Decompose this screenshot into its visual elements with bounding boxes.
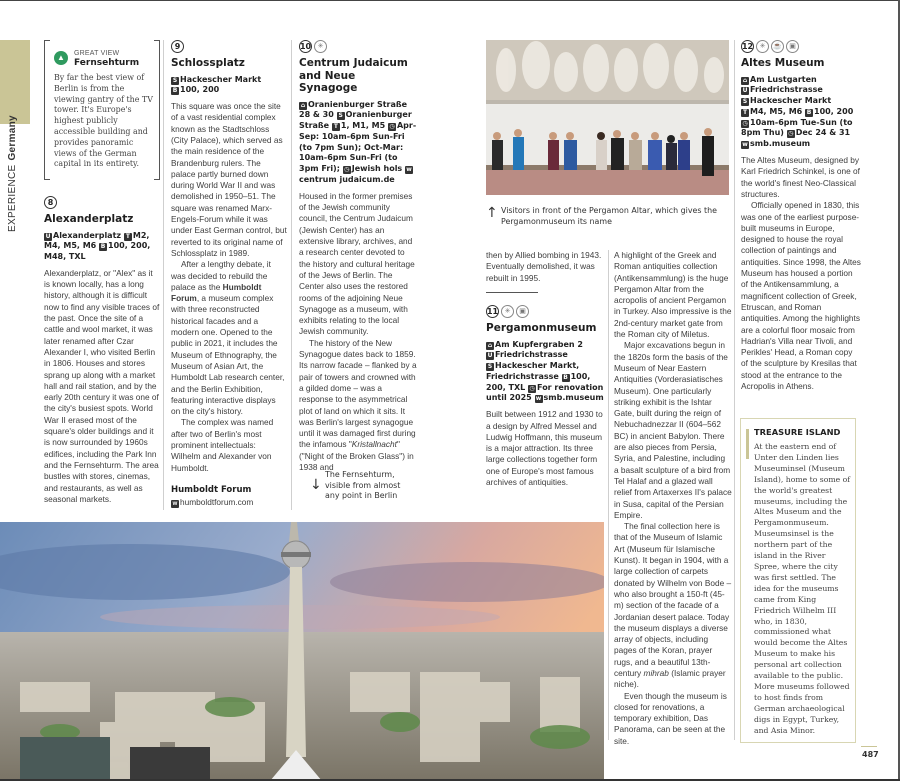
- entry-number: 8: [44, 196, 57, 209]
- entry-paragraph: then by Allied bombing in 1943. Eventually demolished, it was rebuilt in 1995.: [486, 250, 602, 283]
- entry-paragraph: The complex was named after two of Berlin's most prominent intellectuals: Wilhelm and Alexander von Humboldt.: [171, 417, 274, 473]
- entry-centrum-judaicum: [299, 40, 417, 473]
- bus-icon: B: [172, 87, 178, 95]
- address-icon: ⌂: [300, 101, 306, 109]
- paragraph-text: ("Night of the Broken Glass") in 1938 and: [299, 450, 414, 472]
- info-closed: Jewish hols: [351, 164, 403, 174]
- info-station: Alexanderplatz: [53, 230, 122, 240]
- caption-text: The Fernsehturm, visible from almost any point in Berlin: [325, 470, 401, 500]
- entry-paragraph: The Altes Museum, designed by Karl Friedrich Schinkel, is one of the world's finest Neo-Classical structures.: [741, 155, 860, 199]
- sbahn-icon: S: [742, 98, 748, 106]
- caption-text: Visitors in front of the Pergamon Altar, which gives the Pergamonmuseum its name: [501, 206, 717, 226]
- entry-paragraph: This square was once the site of a vast residential complex known as the Stadtschloss (City Palace), which served as the main residence of the Brandenburg rulers. The palace partly burned down during World War II and was demolished in 1950–51. The square was renamed Marx-Engels-Forum while it was under East German control, but reverted to its original name of Schlossplatz in 1989.: [171, 101, 287, 258]
- entry-number: 12: [741, 40, 754, 53]
- info-sbahn: Hackescher Markt, Friedrichstrasse: [486, 361, 580, 381]
- entry-alexanderplatz: [44, 196, 160, 505]
- info-bus: 100, 200, TXL: [486, 371, 591, 392]
- section-label: EXPERIENCE: [7, 164, 18, 232]
- entry-paragraph: Housed in the former premises of the Jewish community council, the Centrum Judaicum (Jewish Center) has an extensive library, archives, and a research center devoted to the history and cultural heritage of the Jews of Berlin. The Center also uses the restored rooms of the adjoining Neue Synagoge as a museum, with exhibits relating to the local Jewish community.: [299, 190, 415, 337]
- address-icon: ⌂: [487, 341, 493, 349]
- column-divider: [291, 40, 292, 510]
- country-label: Germany: [7, 115, 18, 161]
- website-row: [171, 497, 287, 508]
- centrum-judaicum-continued: [486, 250, 604, 284]
- entry-title: Schlossplatz: [171, 57, 245, 69]
- info-bus: 100, 200, M48, TXL: [44, 241, 151, 262]
- entry-title: Centrum Judaicum and Neue Synagoge: [299, 57, 408, 94]
- entry-pergamonmuseum: [486, 305, 604, 488]
- bracket-right: [154, 40, 160, 180]
- treasure-island-title: TREASURE ISLAND: [754, 427, 841, 437]
- entry-altes-museum: [741, 40, 861, 392]
- entry-info: [44, 231, 160, 263]
- shop-icon: ▣: [786, 40, 799, 53]
- info-station: Hackescher Markt: [180, 74, 262, 84]
- paragraph-text: After a lengthy debate, it was decided to rebuild the palace as the: [171, 259, 271, 292]
- info-bus: 100, 200: [180, 85, 220, 95]
- tickets-icon: ✳: [314, 40, 327, 53]
- info-website[interactable]: smb.museum: [750, 139, 811, 149]
- entry-paragraph: Built between 1912 and 1930 to a design by Alfred Messel and Ludwig Hoffmann, this museum is a major attraction. Its three large collections together form one of Europe's most famous archives of antiquities.: [486, 409, 603, 488]
- clock-icon: ◷: [742, 119, 748, 127]
- pergamon-photo-art: [486, 40, 729, 195]
- great-view-kicker: GREAT VIEW: [74, 50, 120, 57]
- info-tram: 1, M1, M5: [340, 121, 386, 131]
- top-border: [0, 0, 900, 1]
- entry-info: [171, 75, 287, 97]
- column-divider: [608, 250, 609, 740]
- paragraph-text: The final collection here is that of the Museum of Islamic Art (Museum für Islamische Kunst). It began in 1904, with a large collection of carpets donated by Wilhelm von Bode – who also brought a 150-ft (45-m) section of the facade of a Jordanian desert palace. Today the museum displays a diverse array of objects, including pages of the Koran, prayer rugs, and a beautiful 13th-century: [614, 521, 732, 678]
- mountain-view-icon: ▲: [54, 51, 68, 65]
- closed-icon: ◷: [788, 130, 794, 138]
- info-tram: M4, M5, M6: [750, 106, 803, 116]
- info-ubahn: Friedrichstrasse: [750, 85, 823, 95]
- bus-icon: B: [806, 108, 812, 116]
- great-view-title: Fernsehturm: [74, 58, 140, 68]
- entry-title: Pergamonmuseum: [486, 322, 597, 334]
- info-address: Oranienburger Straße 28 & 30: [299, 99, 408, 120]
- entry-info: [486, 340, 604, 405]
- sbahn-icon: S: [338, 112, 343, 120]
- bus-icon: B: [100, 243, 106, 251]
- tram-icon: T: [742, 108, 748, 116]
- arrow-up-icon: ↑: [486, 205, 498, 221]
- berlin-skyline-art: [0, 522, 604, 781]
- info-hours: For renovation until 2025: [486, 382, 604, 403]
- web-icon: w: [535, 395, 542, 403]
- section-color-tab: [0, 40, 30, 124]
- column-divider: [734, 40, 735, 740]
- shop-icon: ▣: [516, 305, 529, 318]
- info-website[interactable]: smb.museum: [543, 393, 604, 403]
- info-station: Oranienburger Straße: [299, 110, 412, 131]
- accent-bar: [746, 429, 749, 459]
- pergamon-altar-photo: [486, 40, 729, 195]
- page-number-rule: [861, 746, 877, 747]
- pergamonmuseum-continued: [614, 250, 732, 747]
- entry-paragraph: A highlight of the Greek and Roman antiquities collection (Antikensammlung) is the huge Pergamon Altar from the acropolis of ancient Pergamon in Turkey. Also impressive is the 2nd-century market gate from the Roman city of Miletus.: [614, 250, 732, 340]
- ubahn-icon: U: [487, 352, 493, 360]
- great-view-body: By far the best view of Berlin is from the viewing gantry of the TV tower. It's Europe's highest publicly accessible building and provides panoramic views of the German capital in its entirety.: [54, 73, 153, 169]
- info-ubahn: Friedrichstrasse: [495, 350, 568, 360]
- entry-schlossplatz: [171, 40, 287, 509]
- entry-paragraph: [614, 521, 732, 690]
- cafe-icon: ☕: [771, 40, 784, 53]
- info-address: Am Lustgarten: [750, 74, 817, 84]
- entry-number: 9: [171, 40, 184, 53]
- humboldt-forum-bold: Humboldt Forum: [171, 281, 262, 304]
- bus-icon: B: [563, 373, 568, 381]
- info-hours: 10am-6pm Tue-Sun (to 8pm Thu): [741, 117, 853, 138]
- entry-paragraph: Major excavations begun in the 1820s form the basis of the Museum of Near Eastern Antiquities (Vorderasiatisches Museum). One particularly striking exhibit is the Ishtar Gate, built during the reign of Nebuchadnezzar II (604–562 BC) in ancient Babylon. There are also pieces from Persia, Syria, and Palestine, including a basalt sculpture of a bird from Tel Halaf and a glazed wall relief from Artaxerxes II's palace in Susa, capital of the Persian Empire.: [614, 340, 732, 520]
- info-tram: M2, M4, M5, M6: [44, 230, 150, 251]
- tickets-icon: ✳: [501, 305, 514, 318]
- paragraph-text: (Islamic prayer niche).: [614, 667, 726, 690]
- fernsehturm-photo: [0, 522, 604, 781]
- web-icon: w: [742, 141, 748, 149]
- info-hours: Apr-Sep: 10am-6pm Sun-Fri (to 7pm Sun); Oct-Mar: 10am-6pm Sun-Fri (to 3pm Fri);: [299, 121, 417, 174]
- info-sbahn: Hackescher Markt: [750, 96, 832, 106]
- entry-paragraph: The history of the New Synagogue dates back to 1859. Its narrow facade – flanked by a pair of towers and crowned with a gilded dome – was a response to the asymmetrical plot of land on which it sits. It was Berlin's largest synagogue until it was damaged first during the infamous "Kristallnacht" ("Night of the Broken Glass") in 1938 and: [299, 337, 417, 472]
- pergamon-caption: [486, 206, 726, 227]
- ubahn-sbahn-icon: U: [45, 232, 51, 240]
- tram-icon: T: [333, 123, 338, 131]
- info-bus: 100, 200: [814, 106, 854, 116]
- fernsehturm-caption: [310, 470, 405, 502]
- address-icon: ⌂: [742, 76, 748, 84]
- arrow-down-icon: ↓: [310, 477, 322, 493]
- entry-paragraph: Even though the museum is closed for renovations, a temporary exhibition, Das Panorama, can be seen at the site.: [614, 690, 727, 746]
- entry-info: [741, 75, 861, 151]
- great-view-box: [44, 40, 160, 180]
- entry-body: Alexanderplatz, or "Alex" as it is known locally, has a long history, although it is difficult now to find any visible traces of the past. Once the site of a cattle and wool market, it was later renamed after Czar Alexander I, who visited Berlin in 1806. Houses and stores sprang up along with a market hall and rail station, and by the early 20th century it was one of the city's busiest spots. World War II erased most of the square's older buildings and it is now surrounded by 1960s edifices, including the Park Inn and the Fernsehturm. The area bustles with stores, cinemas, and restaurants, as well as seasonal markets.: [44, 267, 160, 504]
- closed-icon: ◷: [344, 166, 350, 174]
- entry-title: Alexanderplatz: [44, 213, 134, 225]
- tickets-icon: ✳: [756, 40, 769, 53]
- entry-number: 11: [486, 305, 499, 318]
- clock-icon: ◷: [529, 384, 535, 392]
- subentry-title: Humboldt Forum: [171, 484, 252, 495]
- treasure-island-box: [740, 418, 856, 743]
- entry-paragraph: Officially opened in 1830, this was one of the earliest purpose-built museums in Europe, designed to house the royal collection of paintings and antiquities. Since 1998, the Altes Museum has housed a portion of the Antikensammlung, a magnificent collection of Greek, Etruscan, and Roman antiquities. Among the highlights are a colorful floor mosaic from Hadrian's Villa near Tivoli, and Perikles' Head, a Roman copy of the sculpture by Kresilas that stood at the entrance to the Acropolis in Athens.: [741, 200, 861, 392]
- page-number: 487: [862, 750, 879, 759]
- entry-number: 10: [299, 40, 312, 53]
- section-side-label: [7, 115, 18, 232]
- paragraph-text: The history of the New Synagogue dates back to 1859. Its narrow facade – flanked by a pair of towers and crowned with a gilded dome – was a response to the asymmetrical plot of land on which it sits. It was Berlin's largest synagogue until it was damaged first during the infamous: [299, 337, 417, 450]
- paragraph-text: , a museum complex with three reconstructed historical facades and a modern one. Opened to the public in 2021, it includes the Museum of Ethnography, the Museum of Asian Art, the Humboldt Lab research center, and the Berlin Exhibition, featuring interactive displays on the city's history.: [171, 293, 285, 417]
- entry-title: Altes Museum: [741, 57, 825, 69]
- web-icon: w: [406, 166, 412, 174]
- info-website[interactable]: centrum judaicum.de: [299, 175, 395, 185]
- kristallnacht-italic: Kristallnacht: [351, 439, 397, 450]
- info-closed: Dec 24 & 31: [795, 128, 851, 138]
- clock-icon: ◷: [389, 123, 395, 131]
- sbahn-icon: S: [487, 363, 493, 371]
- column-divider: [163, 40, 164, 510]
- sbahn-icon: S: [172, 76, 178, 84]
- tram-icon: T: [125, 232, 130, 240]
- info-address: Am Kupfergraben 2: [495, 339, 583, 349]
- entry-info: [299, 100, 417, 186]
- bracket-left: [44, 40, 50, 180]
- mihrab-italic: mihrab: [643, 667, 669, 678]
- entry-separator-rule: [486, 292, 538, 293]
- web-icon: w: [172, 501, 178, 508]
- website-link[interactable]: humboldtforum.com: [180, 497, 254, 508]
- entry-paragraph: [171, 259, 287, 417]
- ubahn-icon: U: [742, 87, 748, 95]
- treasure-island-body: At the eastern end of Unter den Linden lies Museuminsel (Museum Island), home to some of the world's greatest museums, including the Altes Museum and the Pergamonmuseum. Museumsinsel is the northern part of the island in the River Spree, where the city was first settled. The idea for the museums came from King Friedrich Wilhelm III who, in 1830, commissioned what would become the Altes Museum to make his personal art collection available to the public. More museums followed to host finds from German archaeological digs in Egypt, Turkey, and Asia Minor.: [754, 442, 851, 735]
